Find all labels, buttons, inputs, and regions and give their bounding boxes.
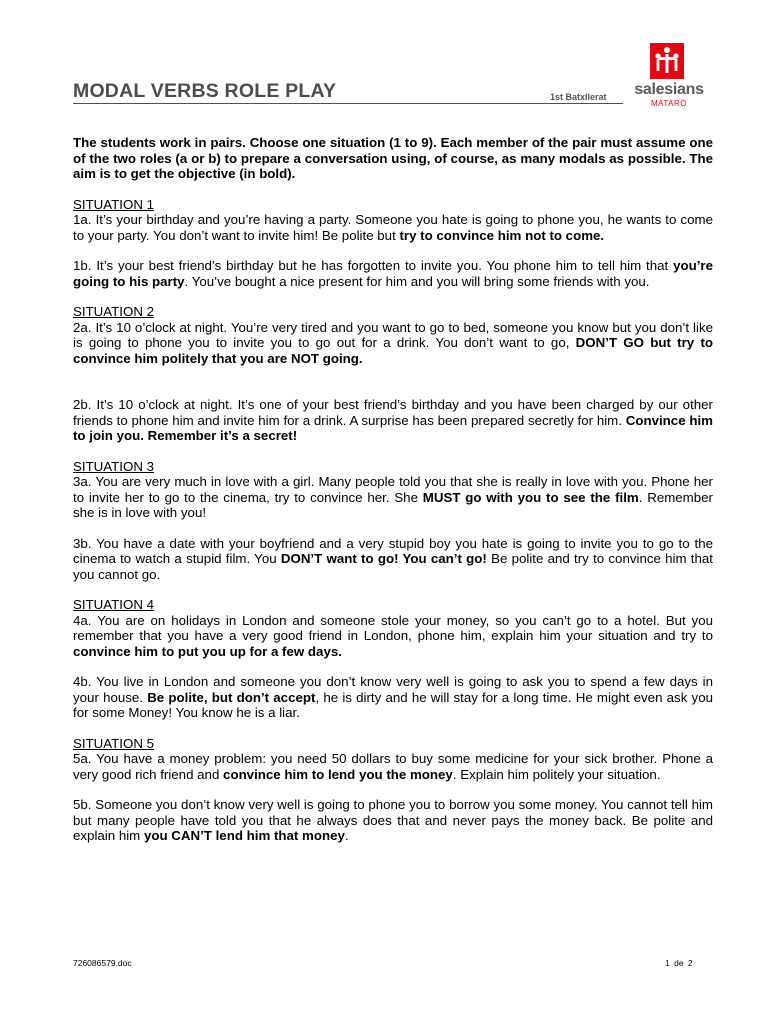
- role-a-paragraph: 1a. It’s your birthday and you’re having a party. Someone you hate is going to phone you, he wants to come to your party. You don’t want to invite him! Be polite but try to convince him not to come.: [73, 212, 713, 243]
- situation-block: [73, 459, 713, 583]
- instructions-paragraph: The students work in pairs. Choose one situation (1 to 9). Each member of the pair must assume one of the two roles (a or b) to prepare a conversation using, of course, as many modals as possible. The aim is to get the objective (in bold).: [73, 135, 713, 181]
- situation-heading: SITUATION 5: [73, 735, 155, 751]
- situation-heading: SITUATION 1: [73, 196, 155, 212]
- situation-heading: SITUATION 4: [73, 597, 155, 612]
- situation-heading: SITUATION 3: [73, 458, 155, 474]
- situation-block: [73, 736, 713, 844]
- role-a-paragraph: 2a. It’s 10 o’clock at night. You’re very tired and you want to go to bed, someone you know but you don’t like is going to phone you to invite you to go out for a drink. You don’t want to go, DON’T GO but try to convince him politely that you are NOT going.: [73, 319, 713, 366]
- salesians-emblem-icon: [650, 43, 684, 79]
- salesians-logo: [628, 40, 718, 110]
- logo-name: salesians: [634, 81, 704, 98]
- header-divider: [73, 103, 623, 104]
- role-b-paragraph: 1b. It’s your best friend’s birthday but he has forgotten to invite you. You phone him to tell him that you’re going to his party. You’ve bought a nice present for him and you will bring some friends with you.: [73, 258, 713, 289]
- footer-page-number: 1 de 2: [665, 958, 693, 968]
- role-a-paragraph: 4a. You are on holidays in London and someone stole your money, so you can’t go to a hotel. But you remember that you have a very good friend in London, phone him, explain him your situation and try to convince him to put you up for a few days.: [73, 612, 713, 659]
- role-a-paragraph: 3a. You are very much in love with a girl. Many people told you that she is really in love with you. Phone her to invite her to go to the cinema, try to convince her. She MUST go with you to see the film. Remember she is in love with you!: [73, 474, 713, 520]
- situation-block: [73, 197, 713, 290]
- course-label: 1st Batxllerat: [550, 92, 607, 102]
- role-b-paragraph: 5b. Someone you don’t know very well is going to phone you to borrow you some money. You cannot tell him but many people have told you that he always does that and never pays the money back. Be polite and explain him you CAN’T lend him that money.: [73, 797, 713, 843]
- page-header: [73, 0, 718, 110]
- situation-block: [73, 597, 713, 721]
- logo-city: MATARÓ: [650, 99, 688, 108]
- situation-block: [73, 304, 713, 444]
- situation-heading: SITUATION 2: [73, 304, 155, 319]
- footer-filename: 726086579.doc: [73, 958, 132, 968]
- role-a-paragraph: 5a. You have a money problem: you need 50 dollars to buy some medicine for your sick brother. Phone a very good rich friend and convince him to lend you the money. Explain him politely your situation.: [73, 751, 713, 782]
- document-title: MODAL VERBS ROLE PLAY: [73, 80, 337, 102]
- document-body: [73, 135, 713, 859]
- role-b-paragraph: 4b. You live in London and someone you don’t know very well is going to ask you to spend a few days in your house. Be polite, but don’t accept, he is dirty and he will stay for a long time. He might even ask you for some Money! You know he is a liar.: [73, 674, 713, 720]
- role-b-paragraph: 3b. You have a date with your boyfriend and a very stupid boy you hate is going to invite you to go to the cinema to watch a stupid film. You DON’T want to go! You can’t go! Be polite and try to convince him that you cannot go.: [73, 535, 713, 582]
- role-b-paragraph: 2b. It’s 10 o’clock at night. It’s one of your best friend’s birthday and you have been charged by our other friends to phone him and invite him for a drink. A surprise has been prepared secretly for him. Convince him to join you. Remember it’s a secret!: [73, 397, 713, 443]
